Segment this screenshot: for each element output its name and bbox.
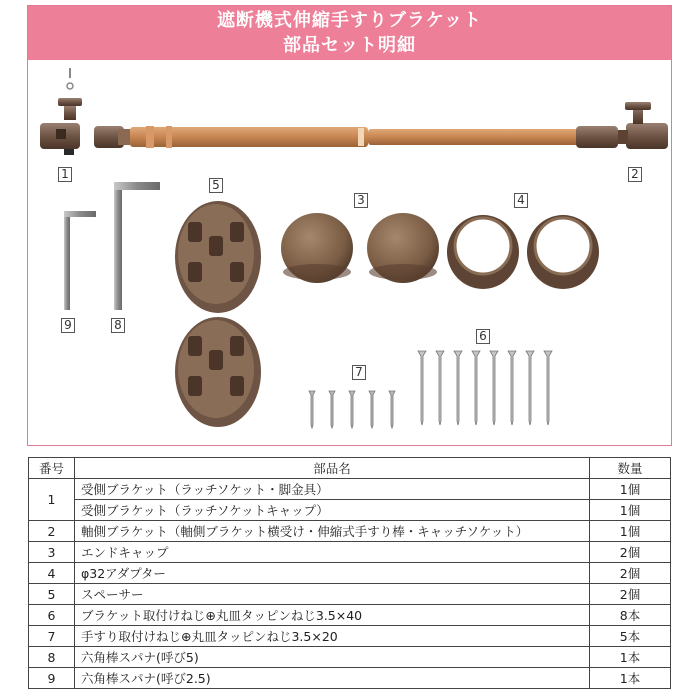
row-name: 軸側ブラケット（軸側ブラケット横受け・伸縮式手すり棒・キャッチソケット） [75, 521, 590, 542]
table-row [29, 584, 671, 605]
table-row [29, 605, 671, 626]
figure-title: 遮断機式伸縮手すりブラケット [216, 10, 483, 31]
row-no: 6 [29, 605, 75, 626]
table-row [29, 563, 671, 584]
table-row [29, 500, 671, 521]
row-name: エンドキャップ [75, 542, 590, 563]
row-qty: 1個 [590, 479, 671, 500]
header-name: 部品名 [75, 458, 590, 479]
row-no: 8 [29, 647, 75, 668]
row-name: 受側ブラケット（ラッチソケット・脚金具） [75, 479, 590, 500]
table-row [29, 542, 671, 563]
row-name: 手すり取付けねじ⊕丸皿タッピンねじ3.5×20 [75, 626, 590, 647]
figure-label-8: 8 [111, 318, 125, 333]
part8-hex-wrench-5 [114, 182, 160, 310]
part2-telescopic-rod [130, 102, 668, 149]
row-name: φ32アダプター [75, 563, 590, 584]
row-name: 六角棒スパナ(呼び2.5) [75, 668, 590, 689]
part6-long-screws [418, 351, 552, 425]
row-qty: 8本 [590, 605, 671, 626]
row-qty: 5本 [590, 626, 671, 647]
figure-label-4: 4 [514, 193, 528, 208]
figure-label-5: 5 [209, 178, 223, 193]
part7-short-screws [309, 391, 395, 428]
table-row [29, 626, 671, 647]
part5-spacer-top [175, 201, 261, 313]
part3-end-cap-left [281, 213, 353, 283]
row-qty: 1本 [590, 647, 671, 668]
header-no: 番号 [29, 458, 75, 479]
figure-label-3: 3 [354, 193, 368, 208]
part3-end-cap-right [367, 213, 439, 283]
table-row [29, 668, 671, 689]
header-qty: 数量 [590, 458, 671, 479]
figure-label-1: 1 [58, 167, 72, 182]
table-row [29, 647, 671, 668]
part9-hex-wrench-2-5 [64, 211, 96, 310]
row-qty: 1個 [590, 521, 671, 542]
row-no: 1 [29, 479, 75, 521]
row-name: スペーサー [75, 584, 590, 605]
row-no: 9 [29, 668, 75, 689]
part1-latch-socket [40, 68, 130, 155]
table-header-row [29, 458, 671, 479]
figure-label-6: 6 [476, 329, 490, 344]
table-row [29, 479, 671, 500]
row-no: 5 [29, 584, 75, 605]
parts-table [28, 457, 671, 689]
figure-label-9: 9 [61, 318, 75, 333]
row-name: ブラケット取付けねじ⊕丸皿タッピンねじ3.5×40 [75, 605, 590, 626]
figure-label-7: 7 [352, 365, 366, 380]
row-no: 4 [29, 563, 75, 584]
row-no: 7 [29, 626, 75, 647]
part4-adapter-left [447, 215, 519, 289]
row-qty: 1個 [590, 500, 671, 521]
row-qty: 2個 [590, 542, 671, 563]
row-name: 六角棒スパナ(呼び5) [75, 647, 590, 668]
row-qty: 1本 [590, 668, 671, 689]
part5-spacer-bottom [175, 317, 261, 427]
parts-illustration [28, 6, 673, 447]
parts-figure-frame [27, 5, 672, 446]
row-no: 2 [29, 521, 75, 542]
row-no: 3 [29, 542, 75, 563]
part4-adapter-right [527, 215, 599, 289]
row-qty: 2個 [590, 563, 671, 584]
row-qty: 2個 [590, 584, 671, 605]
figure-label-2: 2 [628, 167, 642, 182]
row-name: 受側ブラケット（ラッチソケットキャップ） [75, 500, 590, 521]
table-row [29, 521, 671, 542]
figure-subtitle: 部品セット明細 [283, 35, 416, 56]
